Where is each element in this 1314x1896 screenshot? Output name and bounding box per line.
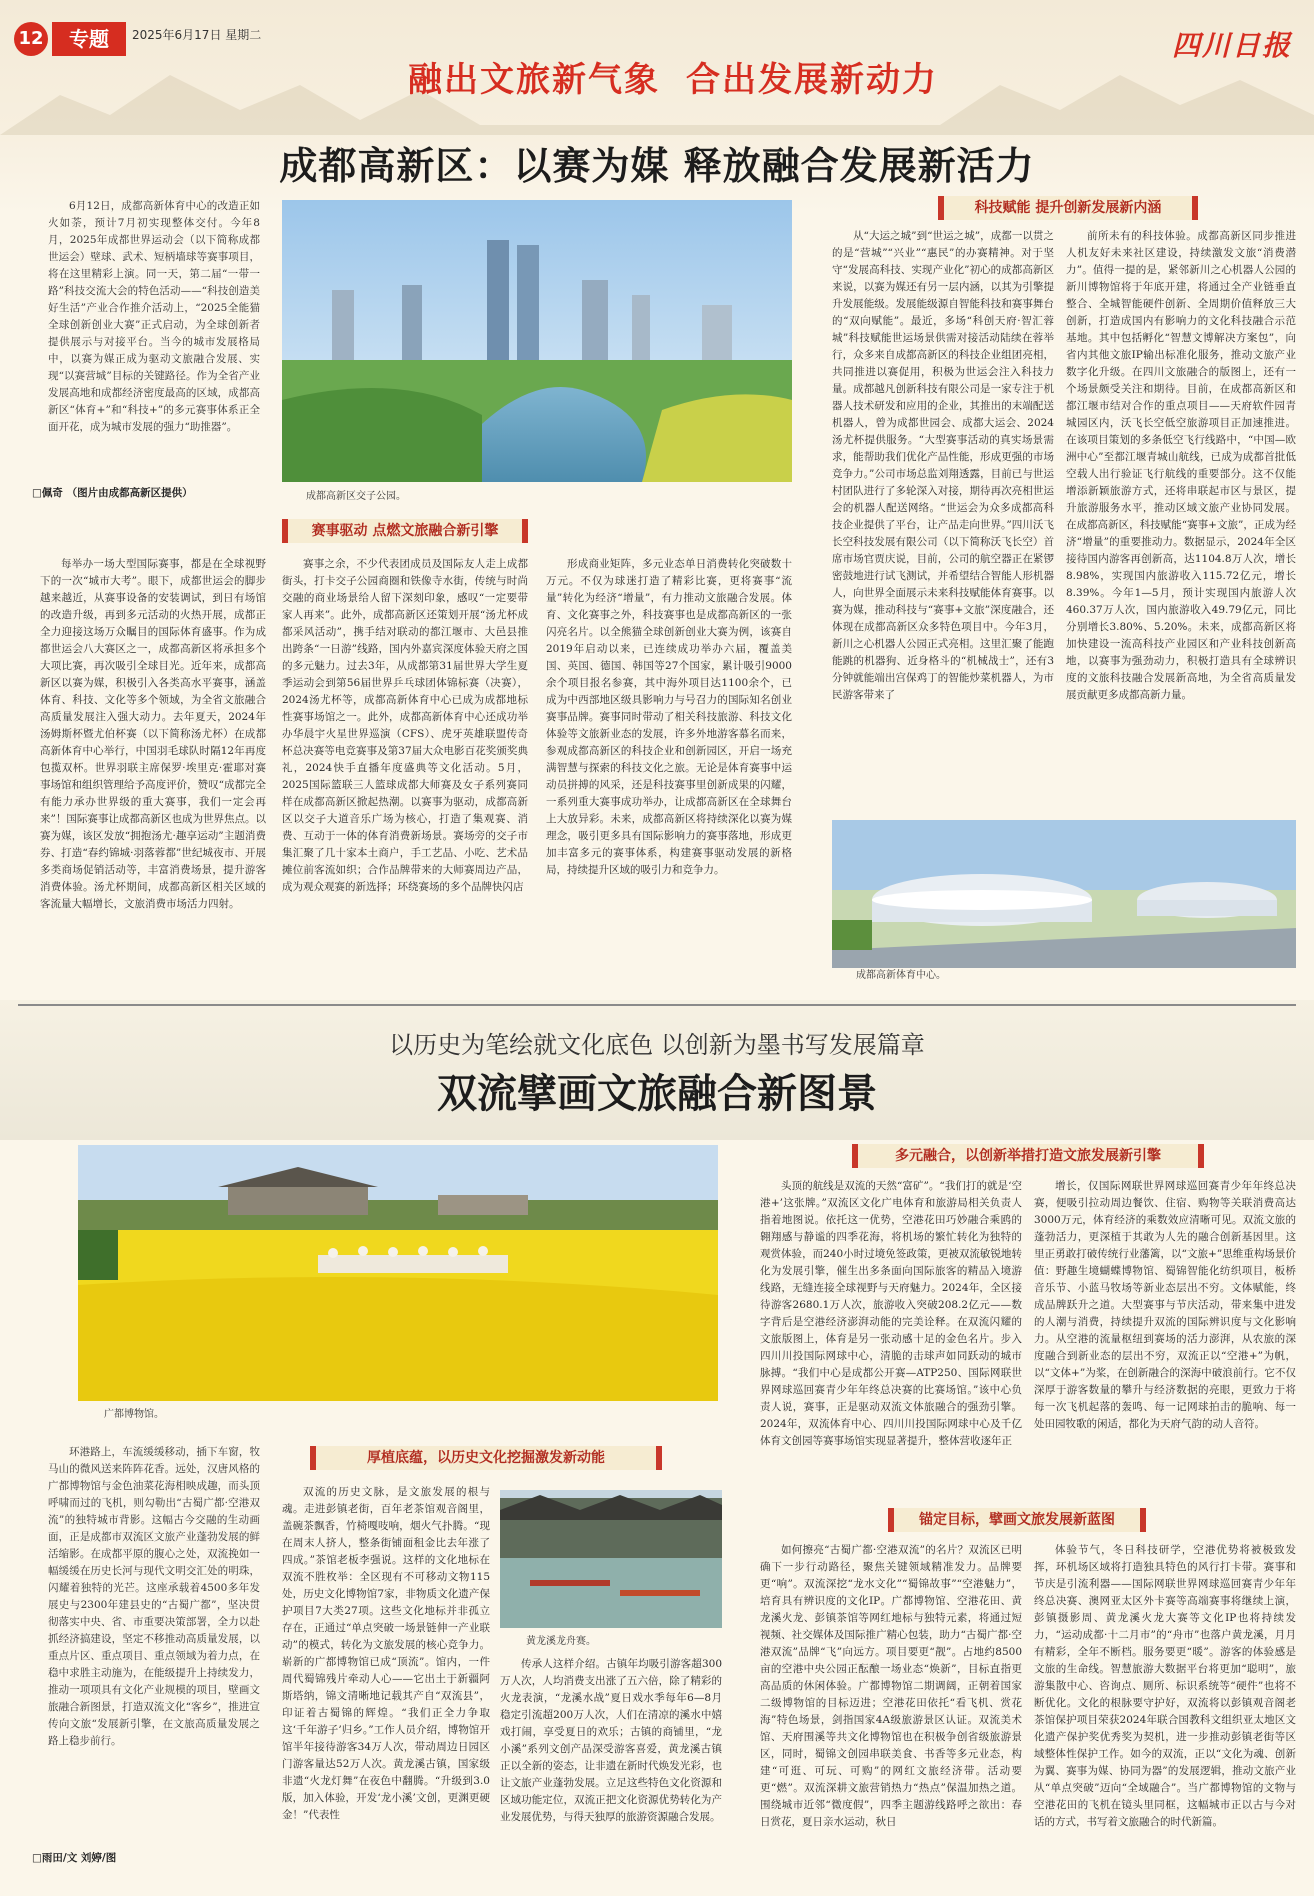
article2-column-6: 体验节气，冬日科技研学，空港优势将被极致发挥，环机场区域将打造独具特色的风行打卡带。赛事和节庆是引流利器——国际网联世界网球巡回赛青少年年终总决赛、澳网亚太区外卡赛等高端赛事将继续上演，彭镇摄影周、黄龙溪火龙大赛等文化IP也将持续发力，“运动成都·十二月市”的“舟市”也落户黄龙溪，月月有精彩，全年不断档。服务要更“暖”。游客的体验感是文旅的生命线。智慧旅游大数据平台将更加“聪明”，旅游集散中心、咨询点、厕所、标识系统等“硬件”也将不断优化。文化的根脉要守护好，双流将以彭镇观音阁老茶馆保护项目荣获2024年联合国教科文组织亚太地区文化遗产保护奖优秀奖为契机，进一步推动彭镇老街等区域整体性保护工作。如今的双流，正以“文化为魂、创新为翼、赛事为媒、协同为器”的发展逻辑，推动文旅产业从“单点突破”迈向“全域融合”。当广都博物馆的文物与空港花田的飞机在镜头里同框，这幅城市正以古与今对话的方式，书写着文旅融合的时代新篇。 [1034, 1544, 1296, 1828]
issue-date: 2025年6月17日 星期二 [132, 28, 262, 42]
article1-column-1: 每举办一场大型国际赛事，都是在全球视野下的一次“城市大考”。眼下，成都世运会的脚步越来越近，从赛事设备的安装调试，到日有场馆的改造升级，再到多元活动的火热开展，成都正全力迎接这场万众瞩目的国际体育盛事。作为成都世运会八大赛区之一，成都高新区将承担多个大项比赛，再次吸引全球目光。近年来，成都高新区以赛为媒，积极引入各类高水平赛事，涵盖体育、科技、文化等多个领域，为全省文旅融合高质量发展注入强大动力。去年夏天，2024年汤姆斯杯暨尤伯杯赛（以下简称汤尤杯）在成都高新体育中心举行，中国羽毛球队时隔12年再度包揽双杯。世界羽联主席保罗·埃里克·霍耶对赛事场馆和组织管理给予高度评价，赞叹“成都完全有能力承办世界级的重大赛事，我们一定会再来”！国际赛事让成都高新区也成为世界焦点。以赛为媒，该区发放“拥抱汤尤·趣享运动”主题消费券、打造“春约锦城·羽落蓉都”世纪城夜市、开展多类商场促销活动等，丰富消费场景，提升游客消费体验。汤尤杯期间，成都高新区相关区域的客流量大幅增长，文旅消费市场活力四射。 [40, 558, 266, 910]
article1-column-3: 形成商业矩阵，多元业态单日消费转化突破数十万元。不仅为球迷打造了精彩比赛，更将赛事“流量”转化为经济“增量”，有力推动文旅融合发展。体育、文化赛事之外，科技赛事也是成都高新区的一张闪亮名片。以全熊猫全球创新创业大赛为例，该赛自2019年启动以来，已连续成功举办六届，覆盖美国、英国、德国、韩国等27个国家，累计吸引9000余个项目报名参赛，其中海外项目达1100余个，已成为中西部地区级具影响力与号召力的国际知名创业赛事品牌。赛事同时带动了相关科技旅游、科技文化体验等文旅新业态的发展，许多外地游客慕名而来，参观成都高新区的科技企业和创新园区，开启一场充满智慧与探索的科技文化之旅。无论是体育赛事中运动员拼搏的风采，还是科技赛事里创新成果的闪耀，一系列重大赛事成功举办，让成都高新区在全球舞台上大放异彩。未来，成都高新区将持续深化以赛为媒理念，吸引更多具有国际影响力的赛事落地，形成更加丰富多元的赛事体系，构建赛事驱动发展的新格局，持续提升区域的吸引力和竞争力。 [546, 558, 792, 876]
article2-credit: □雨田/文 刘婷/图 [32, 1852, 117, 1864]
page-number: 12 [14, 22, 48, 56]
article1-headline: 成都高新区：以赛为媒 释放融合发展新活力 [279, 144, 1035, 188]
photo-jiaozi-park [282, 200, 792, 482]
article2-column-1: 双流的历史文脉，是文旅发展的根与魂。走进彭镇老街，百年老茶馆观音阁里，盖碗茶飘香，竹椅嘎吱响，烟火气扑腾。“现在周末人挤人，整条街铺面租金比去年涨了四成。”茶馆老板李强说。这样的文化地标在双流不胜枚举：全区现有不可移动文物115处，历史文化博物馆7家，非物质文化遗产保护项目7大类27项。这些文化地标并非孤立存在，正通过“单点突破一场景链伸一产业联动”的模式，转化为文旅发展的核心竞争力。崭新的广都博物馆已成“顶流”。馆内，一件周代蜀锦残片牵动人心——它出土于新疆阿斯塔纳，锦文清晰地记载其产自“双流县”，印证着古蜀锦的辉煌。“我们正全力争取这‘千年游子’归乡。”工作人员介绍，博物馆开馆半年接待游客34万人次，带动周边日园区门游客量达52万人次。黄龙溪古镇，国家级非遗“火龙灯舞”在夜色中翻腾。“升级到3.0版，加入体验，开发‘龙小溪’文创，更渊更硬金！”代表性 [282, 1486, 490, 1821]
article1-subhead-2: 科技赋能 提升创新发展新内涵 [938, 196, 1198, 220]
article1-lead: 6月12日，成都高新体育中心的改造正如火如荼，预计7月初实现整体交付。今年8月，2025年成都世界运动会（以下简称成都世运会）壁球、武术、短柄墙球等赛事项目，将在这里精彩上演。同一天，第二届“一带一路”科技交流大会的特色活动——“科技创造美好生活”产业合作推介活动上，“2025全能猫全球创新创业大赛”正式启动，为全球创新者提供展示与对接平台。当今的城市发展格局中，以赛为媒正成为驱动文旅融合发展、实现“以赛营城”目标的关键路径。作为全省产业发展高地和成都经济密度最高的区域，成都高新区“体育+”和“科技+”的多元赛事体系正全面开花，成为城市发展的强力“助推器”。 [48, 200, 260, 433]
article2-subhead-1: 厚植底蕴，以历史文化挖掘激发新动能 [310, 1446, 662, 1470]
article2-column-4: 增长，仅国际网联世界网球巡回赛青少年年终总决赛，便吸引拉动周边餐饮、住宿、购物等关联消费高达3000万元，体育经济的乘数效应清晰可见。双流文旅的蓬勃活力，更深植于其敢为人先的融合创新基因里。这里正勇敢打破传统行业藩篱，以“文旅+”思维重构场景价值：野趣生境蝴蝶博物馆、蜀锦智能化纺织项目，板桥音乐节、小蓝马牧场等新业态层出不穷。文体赋能，终成品牌跃升之道。大型赛事与节庆活动，带来集中进发的人潮与消费，持续提升双流的国际辨识度与文化影响力。从空港的流量枢纽到赛场的活力澎湃，从农旅的深度融合到新业态的层出不穷，双流正以“空港+”为帆，以“文体+”为桨，在创新融合的深海中破浪前行。它不仅深厚于游客数量的攀升与经济数据的亮眼，更致力于将每一次飞机起落的轰鸣、每一记网球拍击的脆响、每一处田园牧歌的闲适，都化为天府气韵的动人音符。 [1034, 1180, 1296, 1430]
article1-column-2: 赛事之余，不少代表团成员及国际友人走上成都街头，打卡交子公园商圈和铁像寺水街，传统与时尚交融的商业场景给人留下深刻印象，感叹“一定要带家人再来”。此外，成都高新区还策划开展“汤尤杯成都采风活动”，携手结对联动的都江堰市、大邑县推出跨条“一日游”线路，国内外嘉宾深度体验天府之国的多元魅力。过去3年，从成都第31届世界大学生夏季运动会到第56届世界乒乓球团体锦标赛（决赛），2024汤尤杯等，成都高新体育中心已成为成都地标性赛事场馆之一。此外，成都高新体育中心还成功举办华晨宇火星世界巡演（CFS）、虎牙英雄联盟传奇杯总决赛等电竞赛事及第37届大众电影百花奖颁奖典礼，2024快手直播年度盛典等文化活动。5月，2025国际篮联三人篮球成都大师赛及女子系列赛同样在成都高新区掀起热潮。以赛事为驱动，成都高新区以交子大道音乐广场为核心，打造了集观赛、消费、互动于一体的体育消费新场景。赛场旁的交子市集汇聚了几十家本土商户，手工艺品、小吃、艺术品摊位前客流如织；合作品牌带来的大师赛周边产品，成为观众观赛的新选择；环绕赛场的多个品牌快闪店 [282, 558, 528, 893]
article2-column-5: 如何擦亮“古蜀广都·空港双流”的名片？双流区已明确下一步行动路径，聚焦关键领域精准发力。品牌要更“响”。双流深挖“龙水文化”“蜀锦故事”“空港魅力”，培育具有辨识度的文化IP。广都博物馆、空港花田、黄龙溪火龙、彭镇茶馆等网红地标与独特元素，将通过短视频、社交媒体及国际推广精心包装，助力“古蜀广都·空港双流”品牌“飞”向远方。项目要更“靓”。占地约8500亩的空港中央公园正酝酿一场业态“焕新”，目标直指更高品质的休闲体验。广都博物馆二期调阔，正朝着国家二级博物馆的目标迈进；空港花田依托“看飞机、赏花海”特色场景，剑指国家4A级旅游景区认证。双流美术馆、天府围溪等共文化博物馆也在积极争创省级旅游景区，同时，蜀锦文创园串联美食、书香等多元业态，构建“可逛、可玩、可购”的网红文旅经济带。活动要更“燃”。双流深耕文旅营销热力“热点”保温加热之道。围绕城市近邻“微度假”，四季主题游线路呼之欲出：春日赏花，夏日亲水运动，秋日 [760, 1544, 1022, 1828]
photo-jiaozi-park-caption: 成都高新区交子公园。 [306, 491, 406, 502]
photo-sports-center-caption: 成都高新体育中心。 [856, 970, 946, 981]
article2-headline: 双流擘画文旅融合新图景 [437, 1071, 877, 1117]
article1-credit: □佩奇 （图片由成都高新区提供） [32, 487, 193, 499]
slogan-left: 融出文旅新气象 [408, 60, 660, 100]
section-divider [18, 1004, 1296, 1006]
article1-column-4: 从“大运之城”到“世运之城”，成都一以贯之的是“营城”“兴业”“惠民”的办赛精神。对于坚守“发展高科技、实现产业化”初心的成都高新区来说，以赛为媒还有另一层内涵，以其为引擎提升发展能级。发展能级源自智能科技和赛事舞台的“双向赋能”。最近，多场“科创天府·智汇蓉城”科技赋能世运场景供需对接活动陆续在蓉举行，众多来自成都高新区的科技企业组团亮相，共同推进以赛促用，积极为世运会注入科技力量。成都越凡创新科技有限公司是一家专注于机器人技术研发和应用的企业，其推出的末端配送机器人，曾为成都世园会、成都大运会、2024汤尤杯提供服务。“大型赛事活动的真实场景需求，能帮助我们优化产品性能，形成更强的市场竞争力。”公司市场总监刘翔透露，目前已与世运村团队进行了多轮深入对接，期待再次亮相世运会的机器人配送网络。“世运会为众多成都高科技企业提供了平台，让产品走向世界。”四川沃飞长空科技发展有限公司（以下简称沃飞长空）首席市场官贾庆说，目前，公司的航空器正在紧锣密鼓地进行试飞测试，并希望结合智能人形机器人，向世界全面展示未来科技赋能体育赛事。以赛为媒，推动科技与“赛事+文旅”深度融合，还体现在成都高新区众多特色项目中。今年3月，新川之心机器人公园正式亮相。这里汇聚了能跑能跳的机器狗、近身格斗的“机械战士”，还有3分钟就能端出宫保鸡丁的智能炒菜机器人，为市民游客带来了 [832, 230, 1054, 701]
section-label: 专题 [52, 22, 126, 56]
article1-subhead-1: 赛事驱动 点燃文旅融合新引擎 [282, 519, 528, 543]
photo-guangdu-museum [78, 1145, 718, 1401]
slogan-right: 合出发展新动力 [686, 60, 938, 100]
article2-subhead-2: 多元融合，以创新举措打造文旅发展新引擎 [852, 1144, 1204, 1168]
article2-subhead-3: 锚定目标，擘画文旅发展新蓝图 [888, 1508, 1146, 1532]
article2-lead: 环港路上，车流缓缓移动，插下车窗，牧马山的微风送来阵阵花香。远处，汉唐风格的广都博物馆与金色油菜花海相映成趣，而头顶呼啸而过的飞机，则勾勒出“古蜀广都·空港双流”的独特城市背影。这幅古今交融的生动画面，正是成都市双流区文旅产业蓬勃发展的鲜活缩影。在成都平原的腹心之处，双流挽如一幅缓缓在历史长河与现代文明交汇处的明珠，闪耀着独特的光芒。这座承载着4500多年发展史与2300年建县史的“古蜀广都”，坚决贯彻落实中央、省、市重要决策部署，全力以赴抓经济搞建设，坚定不移推动高质量发展，以重点片区、重点项目、重点领域为着力点，在稳中求胜主动施为，在能级提升上持续发力，推动一项项具有文化产业规模的项目，壁画文旅融合新图景，打造双流文化“客乡”，推进宣传向文旅“发展新引擎，在文旅高质量发展之路上稳步前行。 [48, 1446, 260, 1747]
photo-guangdu-museum-caption: 广都博物馆。 [104, 1409, 164, 1420]
article2-column-3: 头顶的航线是双流的天然“富矿”。“我们打的就是‘空港+’这张牌。”双流区文化广电体育和旅游局相关负责人指着地图说。依托这一优势，空港花田巧妙融合乘鸥的翱翔感与静谧的四季花海，将机场的繁忙转化为独特的观赏体验，而240小时过境免签政策，更被双流敏锐地转化为发展引擎，催生出多条面向国际旅客的精品入境游线路，无缝连接全球视野与天府魅力。2024年，全区接待游客2680.1万人次，旅游收入突破208.2亿元——数字背后是空港经济澎湃动能的完美诠释。在双流闪耀的文旅版图上，体育是另一张动感十足的金色名片。步入四川川投国际网球中心，清脆的击球声如同跃动的城市脉搏。“我们中心是成都公开赛—ATP250、国际网联世界网球巡回赛青少年年终总决赛的比赛场馆。”该中心负责人说，赛事，正是驱动双流文体旅融合的强劲引擎。2024年，双流体育中心、四川川投国际网球中心及千亿体育文创园等赛事场馆实现显著提升，整体营收逐年正 [760, 1180, 1022, 1447]
photo-dragon-boat-caption: 黄龙溪龙舟赛。 [526, 1636, 596, 1647]
article1-column-5: 前所未有的科技体验。成都高新区同步推进人机友好未来社区建设，持续激发文旅“消费潜力”。值得一提的是，紧邻新川之心机器人公园的新川博物馆将于年底开建，将通过全产业链垂直整合、全城智能硬件创新、全周期价值释放三大创新，打造成国内有影响力的文化科技融合示范基地。其中包括孵化“智慧文博解决方案包”，向省内其他文旅IP输出标准化服务，推动文旅产业数字化升级。在四川文旅融合的版图上，还有一个场景颇受关注和期待。目前，在成都高新区和都江堰市结对合作的重点项目——天府软件园青城园区内，沃飞长空低空旅游项目正加速推进。在该项目策划的多条低空飞行线路中，“中国—欧洲中心”至都江堰青城山航线，已成为成都首批低空载人出行验证飞行航线的重要部分。这不仅能增添新颖旅游方式，还将串联起市区与景区，提升旅游服务水平，推动区域文旅产业协同发展。在成都高新区，科技赋能“赛事+文旅”，正成为经济“增量”的重要推动力。数据显示，2024年全区接待国内游客再创新高，达1104.8万人次，增长8.98%，实现国内旅游收入115.72亿元，增长8.39%。今年1—5月，预计实现国内旅游人次460.37万人次，国内旅游收入49.79亿元，同比分别增长3.80%、5.20%。未来，成都高新区将加快建设一流高科技产业园区和产业科技创新高地，以赛事为强劲动力，积极打造具有全球辨识度的文旅科技融合发展新高地，为全省高质量发展贡献更多成都高新力量。 [1066, 230, 1296, 701]
special-slogan [408, 52, 938, 112]
photo-dragon-boat [500, 1490, 722, 1628]
article2-subtitle: 以历史为笔绘就文化底色 以创新为墨书写发展篇章 [389, 1031, 925, 1059]
newspaper-logo: 四川日报 [1171, 29, 1292, 62]
photo-sports-center [832, 820, 1296, 968]
article2-column-2: 传承人这样介绍。古镇年均吸引游客超300万人次，人均消费支出涨了五六倍，除了精彩的火龙表演，“龙溪水战”夏日戏水季每年6—8月稳定引流超200万人次，人们在清凉的溪水中嬉戏打闹，享受夏日的欢乐；古镇的商铺里，“龙小溪”系列文创产品深受游客喜爱，黄龙溪古镇正以全新的姿态，让非遗在新时代焕发光彩，也让文旅产业蓬勃发展。立足这些特色文化资源和区域功能定位，双流正把文化资源优势转化为产业发展优势，与得天独厚的旅游资源融合发展。 [500, 1658, 722, 1823]
